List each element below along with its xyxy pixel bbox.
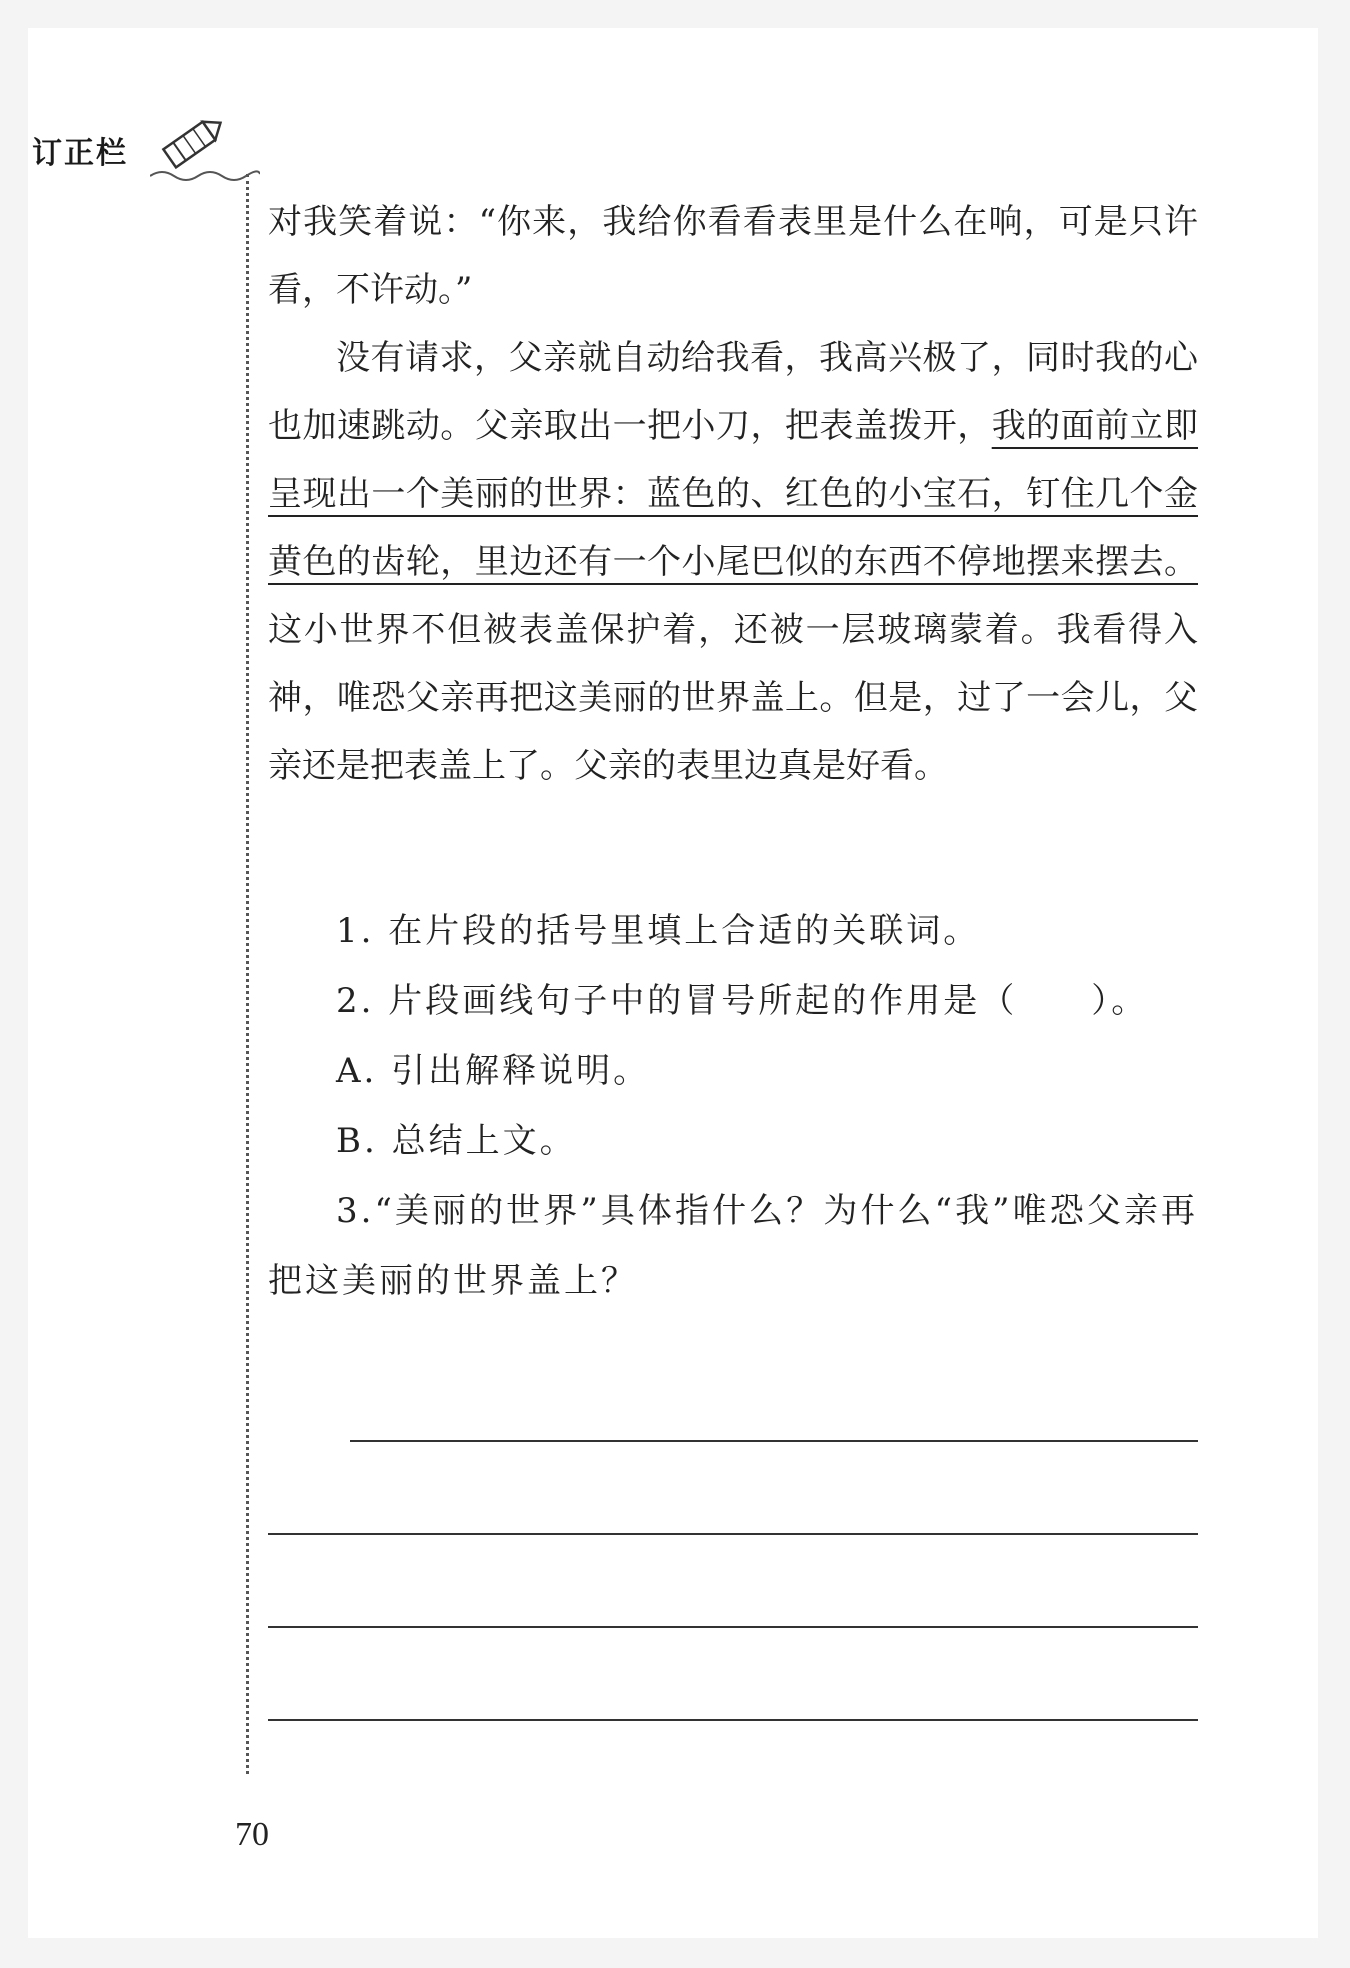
underlined-sentence: 我的面前立即呈现出一个美丽的世界：蓝色的、红色的小宝石，钉住几个金黄色的齿轮，里边还有一个小尾巴似的东西不停地摆来摆去。 [268,406,1199,582]
question-1: 1. 在片段的括号里填上合适的关联词。 [336,911,981,951]
question-3: 3.“美丽的世界”具体指什么？为什么“我”唯恐父亲再把这美丽的世界盖上？ [268,1191,1198,1301]
reading-passage [268,188,1198,800]
option-a: A. 引出解释说明。 [336,1051,651,1091]
passage-text-continued: 这小世界不但被表盖保护着，还被一层玻璃蒙着。我看得入神，唯恐父亲再把这美丽的世界盖上。但是，过了一会儿，父亲还是把表盖上了。父亲的表里边真是好看。 [268,610,1198,786]
page-number: 70 [235,1816,269,1853]
margin-divider [246,174,249,1774]
option-b: B. 总结上文。 [336,1121,577,1161]
pencil-icon [150,104,260,194]
passage-line-1: 对我笑着说：“你来，我给你看看表里是什么在响，可是只许看，不许动。” [268,202,1198,310]
passage-paragraph-2 [268,324,1198,800]
correction-column-label: 订正栏 [32,136,128,171]
answer-line-1[interactable] [350,1440,1198,1442]
question-2: 2. 片段画线句子中的冒号所起的作用是（ ）。 [336,981,1149,1021]
worksheet-page [28,28,1318,1938]
passage-text: 没有请求，父亲就自动给我看，我高兴极了，同时我的心也加速跳动。父亲取出一把小刀，把表盖拨开， [268,338,1198,446]
answer-line-3[interactable] [268,1626,1198,1628]
answer-line-4[interactable] [268,1719,1198,1721]
questions-block [268,896,1198,1316]
answer-line-2[interactable] [268,1533,1198,1535]
